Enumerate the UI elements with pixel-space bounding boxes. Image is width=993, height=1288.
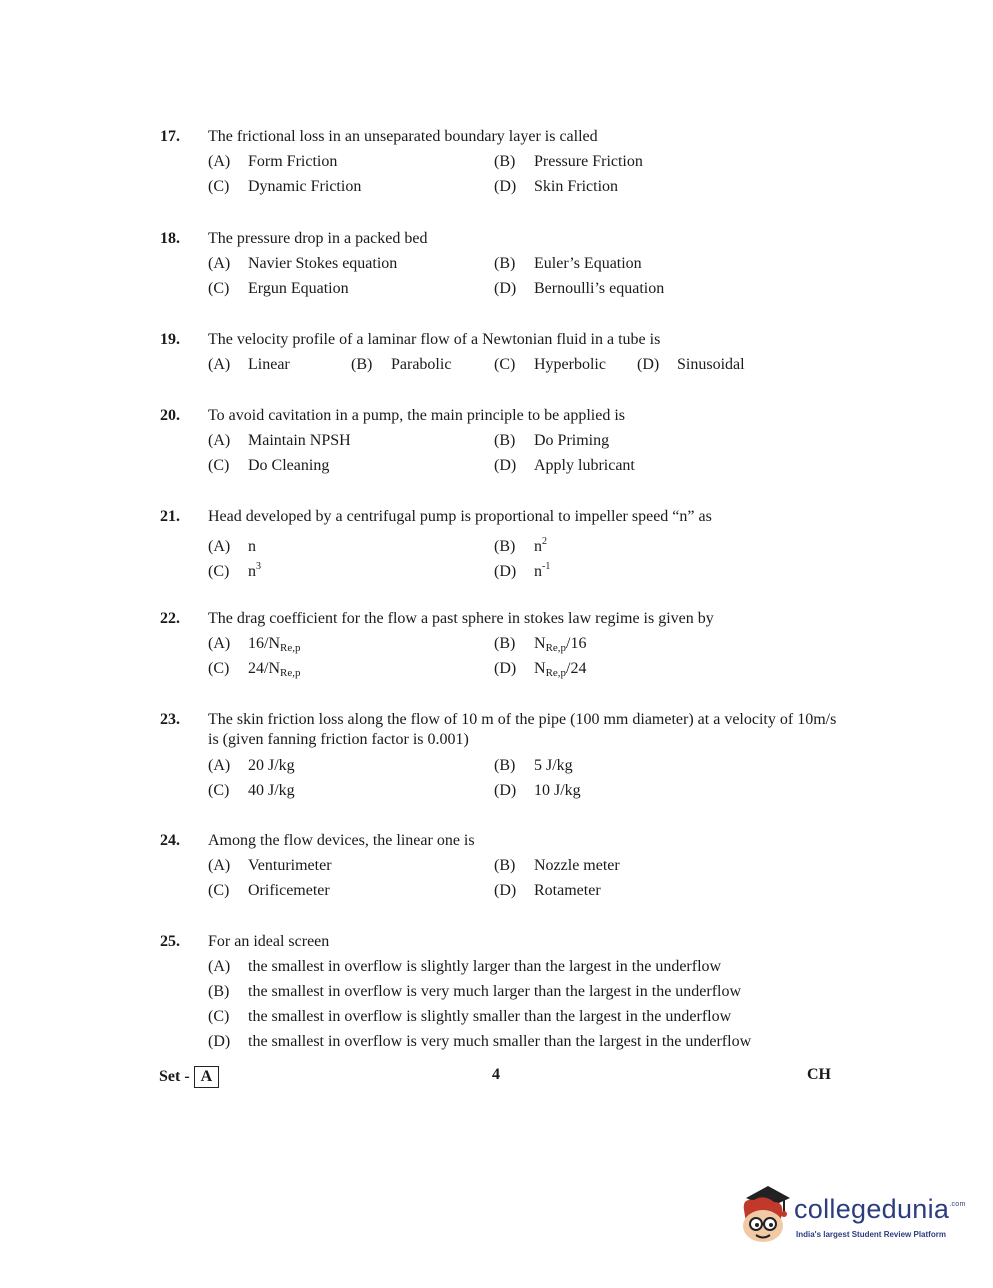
question-number: 22.	[160, 610, 180, 627]
option-b: (B) $N_{Re,p}/16$	[494, 635, 587, 654]
option-a: (A) Venturimeter	[208, 857, 332, 874]
option-d: (D) Skin Friction	[494, 178, 619, 195]
option-c: (C) Hyperbolic	[494, 356, 606, 373]
option-c: (C) Orificemeter	[208, 882, 330, 899]
option-a: (A) Form Friction	[208, 153, 338, 170]
option-b: (B) Parabolic	[351, 356, 452, 373]
option-d: (D) the smallest in overflow is very much smaller than the largest in the underflow	[208, 1033, 752, 1050]
logo-tagline: India's largest Student Review Platform	[796, 1230, 946, 1239]
question-text: Among the flow devices, the linear one is	[208, 832, 475, 849]
option-c: (C) Do Cleaning	[208, 457, 330, 474]
question-number: 23.	[160, 711, 180, 728]
option-a: (A) Navier Stokes equation	[208, 255, 398, 272]
question-number: 20.	[160, 407, 180, 424]
option-d: (D) $n^{-1}$	[494, 561, 551, 580]
option-b: (B) Do Priming	[494, 432, 610, 449]
question-number: 25.	[160, 933, 180, 950]
question-number: 24.	[160, 832, 180, 849]
option-c: (C) Dynamic Friction	[208, 178, 362, 195]
option-c: (C) Ergun Equation	[208, 280, 349, 297]
question-number: 17.	[160, 128, 180, 145]
option-a: (A) Maintain NPSH	[208, 432, 351, 449]
option-b: (B) Pressure Friction	[494, 153, 643, 170]
option-d: (D) Sinusoidal	[637, 356, 745, 373]
question-text: Head developed by a centrifugal pump is proportional to impeller speed “n” as	[208, 508, 712, 525]
option-b: (B) the smallest in overflow is very much larger than the largest in the underflow	[208, 983, 742, 1000]
option-b: (B) Euler’s Equation	[494, 255, 642, 272]
option-a: (A) Linear	[208, 356, 290, 373]
question-number: 19.	[160, 331, 180, 348]
logo-wordmark: collegedunia$^{.com}$	[794, 1194, 966, 1224]
question-number: 21.	[160, 508, 180, 525]
set-box: A	[194, 1066, 220, 1088]
option-d: (D) $N_{Re,p}/24$	[494, 660, 587, 679]
question-text: The skin friction loss along the flow of 10 m of the pipe (100 mm diameter) at a velocity of 10m/s is (given fanning friction factor is 0.001)	[208, 711, 837, 748]
option-a: (A) n	[208, 538, 256, 555]
option-a: (A) 20 J/kg	[208, 757, 295, 774]
option-d: (D) Apply lubricant	[494, 457, 635, 474]
option-b: (B) $n^2$	[494, 536, 547, 555]
question-text: The velocity profile of a laminar flow of a Newtonian fluid in a tube is	[208, 331, 661, 348]
set-indicator	[159, 1066, 219, 1088]
set-label: Set -	[159, 1068, 190, 1085]
question-text: The frictional loss in an unseparated boundary layer is called	[208, 128, 598, 145]
option-c: (C) the smallest in overflow is slightly smaller than the largest in the underflow	[208, 1008, 732, 1025]
collegedunia-logo	[736, 1180, 966, 1250]
option-b: (B) Nozzle meter	[494, 857, 620, 874]
option-d: (D) 10 J/kg	[494, 782, 581, 799]
option-d: (D) Rotameter	[494, 882, 601, 899]
option-b: (B) 5 J/kg	[494, 757, 573, 774]
option-a: (A) $16/N_{Re,p}$	[208, 635, 301, 654]
page-number: 4	[492, 1066, 500, 1083]
option-c: (C) $24/N_{Re,p}$	[208, 660, 301, 679]
subject-code: CH	[807, 1066, 831, 1083]
question-text: The pressure drop in a packed bed	[208, 230, 428, 247]
option-a: (A) the smallest in overflow is slightly larger than the largest in the underflow	[208, 958, 722, 975]
question-text: For an ideal screen	[208, 933, 330, 950]
question-text: To avoid cavitation in a pump, the main principle to be applied is	[208, 407, 625, 424]
option-c: (C) $n^3$	[208, 561, 261, 580]
mascot-icon	[736, 1180, 794, 1246]
option-c: (C) 40 J/kg	[208, 782, 295, 799]
question-number: 18.	[160, 230, 180, 247]
option-d: (D) Bernoulli’s equation	[494, 280, 665, 297]
question-text: The drag coefficient for the flow a past sphere in stokes law regime is given by	[208, 610, 714, 627]
